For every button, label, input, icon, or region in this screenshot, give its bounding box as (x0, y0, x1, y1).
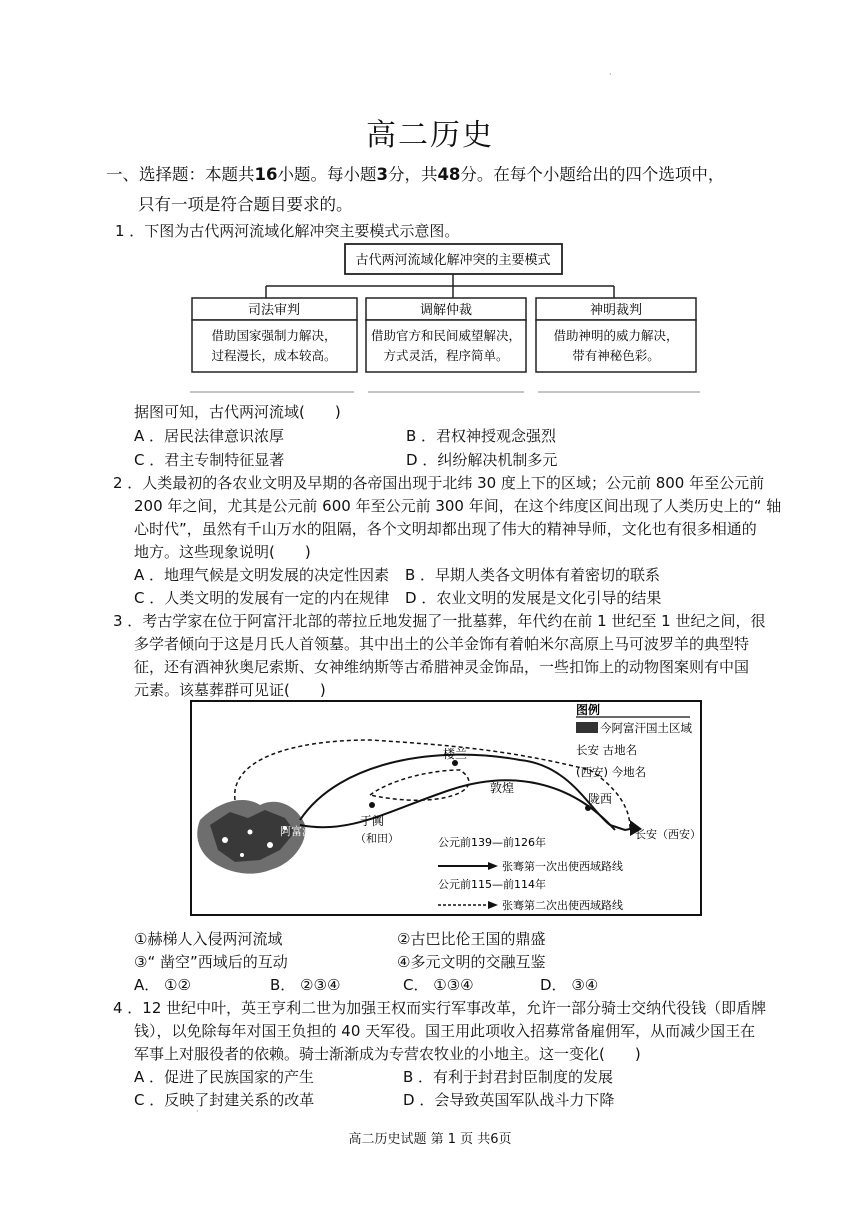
q3-line-3: 征，还有酒神狄奥尼索斯、女神维纳斯等古希腊神灵金饰品，一些扣饰上的动物图案则有中国 (134, 658, 750, 676)
period-2: 公元前115—前114年 (438, 878, 546, 891)
legend-afghan-swatch (576, 722, 598, 733)
loulan-label: 楼兰 (443, 747, 468, 761)
q2-line-1: 2 ．人类最初的各农业文明及早期的各帝国出现于北纬 30 度上下的区域；公元前 800 年至公元前 (113, 474, 765, 492)
q3-option-d: D． ③④ (540, 976, 599, 994)
q3-statement-3: ③“ 凿空”西域后的互动 (134, 953, 288, 971)
q1-option-c: C ．君主专制特征显著 (134, 451, 285, 469)
q2-option-a: A ．地理气候是文明发展的决定性因素 (134, 566, 390, 584)
afghan-label: 阿富汗 (280, 825, 313, 838)
box2-line1: 借助官方和民间威望解决， (370, 328, 522, 343)
box3-head: 神明裁判 (589, 303, 643, 318)
q3-map (190, 700, 702, 916)
q3-option-b: B． ②③④ (270, 976, 341, 994)
q1-option-a: A ．居民法律意识浓厚 (134, 427, 285, 445)
section-heading (106, 160, 766, 220)
longxi-label: 陇西 (588, 792, 613, 806)
legend-title: 图例 (576, 703, 601, 717)
q4-option-d: D ．会导致英国军队战斗力下降 (403, 1091, 615, 1109)
q1-option-b: B ．君权神授观念强烈 (406, 427, 557, 445)
period-1: 公元前139—前126年 (438, 836, 546, 849)
q2-option-c: C ．人类文明的发展有一定的内在规律 (134, 589, 390, 607)
yutian-dot (369, 802, 375, 808)
box1-line2: 过程漫长，成本较高。 (211, 348, 337, 363)
q1-stem: 1 ．下图为古代两河流域化解冲突主要模式示意图。 (115, 222, 460, 240)
box3-line1: 借助神明的威力解决， (553, 328, 679, 343)
q3-statement-1: ①赫梯人入侵两河流域 (134, 930, 283, 948)
q3-line-2: 多学者倾向于这是月氏人首领墓。其中出土的公羊金饰有着帕米尔高原上马可波罗羊的典型特 (134, 635, 750, 653)
route-1-legend: 张骞第一次出使西域路线 (502, 860, 623, 873)
q1-option-d: D ．纠纷解决机制多元 (406, 451, 558, 469)
section-line-2: 只有一项是符合题目要求的。 (138, 195, 353, 214)
q2-line-2: 200 年之间，尤其是公元前 600 年至公元前 300 年间，在这个纬度区间出现了人类历史上的“ 轴 (134, 497, 782, 515)
box1-line1: 借助国家强制力解决， (211, 328, 337, 343)
q3-statement-4: ④多元文明的交融互鉴 (397, 953, 546, 971)
dunhuang-label: 敦煌 (490, 781, 515, 795)
yutian-label: 于阗 (360, 814, 385, 828)
q3-option-a: A． ①② (134, 976, 191, 994)
q4-option-a: A ．促进了民族国家的产生 (134, 1068, 315, 1086)
q4-line-2: 钱），以免除每年对国王负担的 40 天军役。国王用此项收入招募常备雇佣军，从而减少国王在 (134, 1022, 756, 1040)
q2-line-4: 地方。这些现象说明( ) (134, 543, 311, 561)
scan-dot-2: · (196, 1107, 199, 1116)
q3-line-1: 3 ．考古学家在位于阿富汗北部的蒂拉丘地发掘了一批墓葬，年代约在前 1 世纪至 1 世纪之间，很 (113, 612, 766, 630)
changan-label: 长安（西安） (635, 828, 701, 841)
section-line-1: 一、选择题：本题共16小题。每小题3分，共48分。在每个小题给出的四个选项中， (106, 165, 725, 184)
page-title: 高二历史 (366, 118, 494, 153)
q4-option-c: C ．反映了封建关系的改革 (134, 1091, 315, 1109)
q1-ask: 据图可知，古代两河流域( ) (134, 403, 341, 421)
q1-diagram (190, 240, 702, 398)
q4-line-3: 军事上对服役者的依赖。骑士渐渐成为专营农牧业的小地主。这一变化( ) (134, 1045, 641, 1063)
box2-line2: 方式灵活，程序简单。 (383, 348, 509, 363)
box3-line2: 带有神秘色彩。 (572, 348, 660, 363)
q2-line-3: 心时代”，虽然有千山万水的阻隔，各个文明却都出现了伟大的精神导师，文化也有很多相通的 (134, 520, 757, 538)
q2-option-d: D ．农业文明的发展是文化引导的结果 (405, 589, 662, 607)
q3-line-4: 元素。该墓葬群可见证( ) (134, 681, 326, 699)
q2-option-b: B ．早期人类各文明体有着密切的联系 (405, 566, 661, 584)
q4-option-b: B ．有利于封君封臣制度的发展 (403, 1068, 614, 1086)
route-2-legend: 张骞第二次出使西域路线 (502, 899, 623, 912)
legend-new-name: (西安) 今地名 (576, 765, 647, 779)
q3-statement-2: ②古巴比伦王国的鼎盛 (397, 930, 546, 948)
q4-line-1: 4 ．12 世纪中叶，英王亨利二世为加强王权而实行军事改革，允许一部分骑士交纳代役钱（即盾牌 (113, 999, 767, 1017)
scan-dot: · (609, 70, 612, 79)
legend-afghan: 今阿富汗国土区域 (600, 721, 692, 735)
diagram-top-text: 古代两河流域化解冲突的主要模式 (355, 253, 551, 268)
legend-old-name: 长安 古地名 (576, 743, 638, 757)
box2-head: 调解仲裁 (419, 303, 473, 318)
hetian-label: （和田） (355, 832, 399, 845)
box1-head: 司法审判 (247, 303, 301, 318)
page-footer: 高二历史试题 第 1 页 共6页 (348, 1132, 512, 1147)
q3-option-c: C． ①③④ (403, 976, 474, 994)
